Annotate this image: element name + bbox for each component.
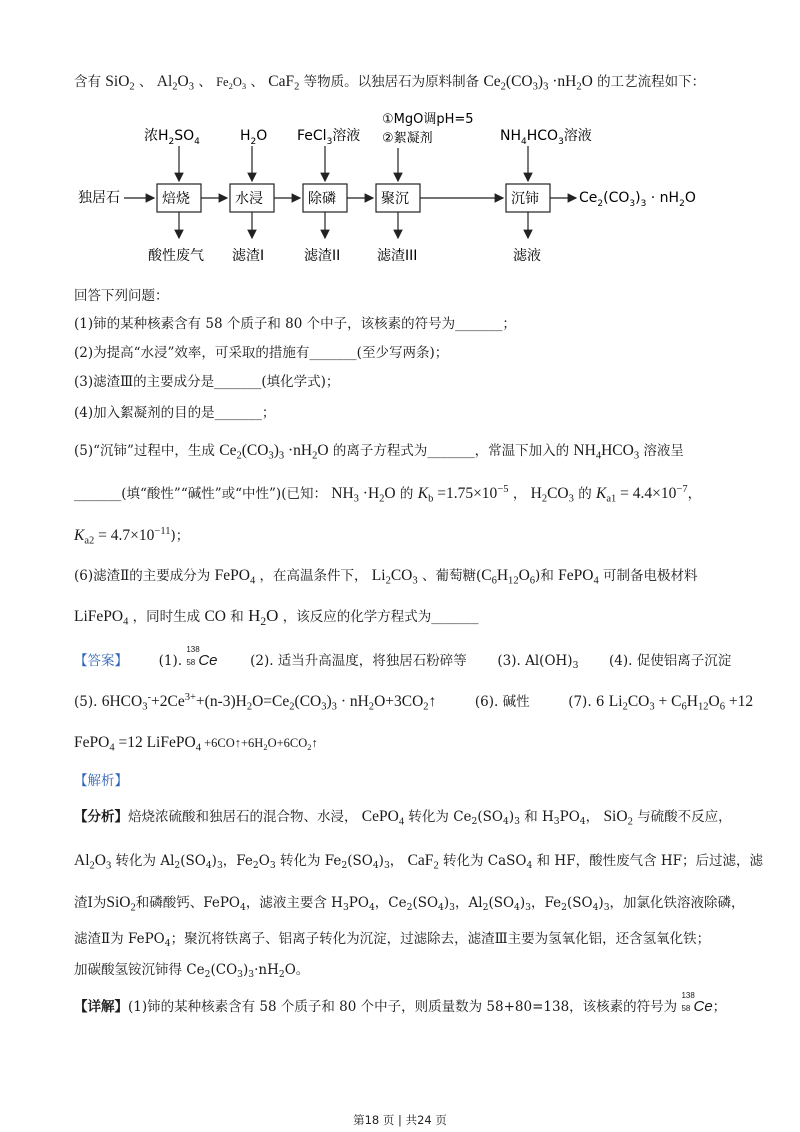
input-ferric-chloride: FeCl$_3$溶液 <box>297 128 361 147</box>
svg-text:水浸: 水浸 <box>235 191 263 207</box>
question-6-line-2: LiFePO$_4$ ，同时生成 CO 和 $H_2O$ ，该反应的化学方程式为_______ <box>74 606 479 629</box>
intro-line: 含有 SiO$_2$ 、 $Al_2O_3$ 、 $Fe_2O_3$ 、 CaF$_2$ 等物质。以独居石为原料制备 $Ce_2(CO_3)_3 \cdot nH_2O$ 的工艺流程如下： <box>74 73 706 93</box>
input-ammonium-bicarbonate: $NH_4HCO_3$溶液 <box>500 128 592 147</box>
input-flocculant: ②絮凝剂 <box>382 131 433 146</box>
input-conc-sulfuric-acid: 浓$H_2SO_4$ <box>144 128 200 147</box>
svg-text:聚沉: 聚沉 <box>381 191 409 207</box>
question-4: (4)加入絮凝剂的目的是_______； <box>74 405 276 421</box>
analysis-line-4: 滤渣Ⅱ为 FePO$_4$；聚沉将铁离子、铝离子转化为沉淀，过滤除去，滤渣Ⅲ主要为氢氧化铝，还含氢氧化铁； <box>74 931 711 950</box>
question-6-line-1: (6)滤渣Ⅱ的主要成分为 FePO$_4$ ，在高温条件下， $Li_2CO_3$ 、葡萄糖$(C_6H_{12}O_6)$和 FePO$_4$ 可制备电极材料 <box>74 567 698 587</box>
input-water: $H_2O$ <box>240 128 268 147</box>
question-1: (1)铈的某种核素含有 58 个质子和 80 个中子，该核素的符号为_______； <box>74 316 516 332</box>
output-acid-gas: 酸性废气 <box>148 248 204 264</box>
analysis-line-3: 渣Ⅰ为SiO$_2$和磷酸钙、FePO$_4$，滤液主要含 $H_3PO_4$，$Ce_2(SO_4)_3$，$Al_2(SO_4)_3$，$Fe_2(SO_4)_3$，加氯化铁溶液除磷， <box>74 894 745 914</box>
analysis-tag: 【解析】 <box>74 773 128 789</box>
nuclide-symbol: 138 58 Ce <box>186 645 218 669</box>
question-3: (3)滤渣Ⅲ的主要成分是_______(填化学式)； <box>74 374 340 390</box>
svg-text:沉铈: 沉铈 <box>511 191 539 207</box>
output-residue-2: 滤渣II <box>304 248 341 264</box>
answer-line-1: 【答案】 (1). 138 58 Ce (2). 适当升高温度，将独居石粉碎等 (3). $Al(OH)_3$ (4). 促使铝离子沉淀 <box>74 645 732 672</box>
analysis-line-2: $Al_2O_3$ 转化为 $Al_2(SO_4)_3$，$Fe_2O_3$ 转化为 $Fe_2(SO_4)_3$， CaF$_2$ 转化为 CaSO$_4$ 和 HF，酸性废气含 HF；后过滤，滤 <box>74 852 763 872</box>
output-residue-3: 滤渣III <box>377 248 418 264</box>
step-dephosphorization-box <box>303 184 347 212</box>
svg-text:除磷: 除磷 <box>308 191 336 207</box>
page-footer: 第18 页 | 共24 页 <box>353 1113 447 1127</box>
step-cerium-precipitation-box <box>506 184 550 212</box>
process-flow-diagram <box>60 108 740 278</box>
product-label: $Ce_2(CO_3)_3 \cdot nH_2O$ <box>579 190 696 209</box>
question-2: (2)为提高“水浸”效率，可采取的措施有_______(至少写两条)； <box>74 345 449 361</box>
input-mgo-ph: ①MgO调pH=5 <box>382 112 474 127</box>
question-5-line-2: _______(填“酸性”“碱性”或“中性”)(已知： $NH_3 \cdot H_2O$ 的 $K_b =1.75\times 10^{-5}$ ， $H_2CO_3$ 的 $K_{a1} = 4.4\times 10^{-7}$， <box>74 484 702 505</box>
answer-line-2: (5). $6HCO_3^-+2Ce^{3+}+(n-3)H_2O=Ce_2(CO_3)_3$ · $nH_2O+3CO_2↑$ (6). 碱性 (7). 6 $Li_2CO_3 + C_6H_{12}O_6 +12$ <box>74 692 754 713</box>
question-5-line-3: $K_{a2} = 4.7\times 10^{-11}$)； <box>74 526 190 547</box>
analysis-line-1: 【分析】焙烧浓硫酸和独居石的混合物、水浸， CePO$_4$ 转化为 $Ce_2(SO_4)_3$ 和 $H_3PO_4$， SiO$_2$ 与硫酸不反应， <box>74 808 732 828</box>
step-roasting-box <box>157 184 201 212</box>
step-coagulation-box <box>376 184 420 212</box>
analysis-line-5: 加碳酸氢铵沉铈得 $Ce_2(CO_3)_3\cdot nH_2O$。 <box>74 962 310 981</box>
output-filtrate: 滤液 <box>513 248 541 264</box>
intro-text: 含有 <box>74 74 101 90</box>
questions-heading: 回答下列问题： <box>74 288 169 304</box>
step-leaching-box <box>230 184 274 212</box>
analysis-detail: 【详解】(1)铈的某种核素含有 58 个质子和 80 个中子，则质量数为 58+80=138，该核素的符号为 138 58 Ce； <box>74 991 727 1015</box>
nuclide-symbol-detail: 138 58 Ce <box>681 991 713 1015</box>
answer-tag: 【答案】 <box>74 653 128 669</box>
raw-material-label: 独居石 <box>78 190 120 206</box>
output-residue-1: 滤渣I <box>232 248 265 264</box>
svg-text:焙烧: 焙烧 <box>162 191 190 207</box>
question-5-line-1: (5)“沉铈”过程中，生成 $Ce_2(CO_3)_3 \cdot nH_2O$ 的离子方程式为_______，常温下加入的 $NH_4HCO_3$ 溶液呈 <box>74 442 684 462</box>
answer-line-3: FePO$_4$ =12 LiFePO$_4$ $+6CO↑+6H_2O+6CO_2↑$ <box>74 734 318 754</box>
